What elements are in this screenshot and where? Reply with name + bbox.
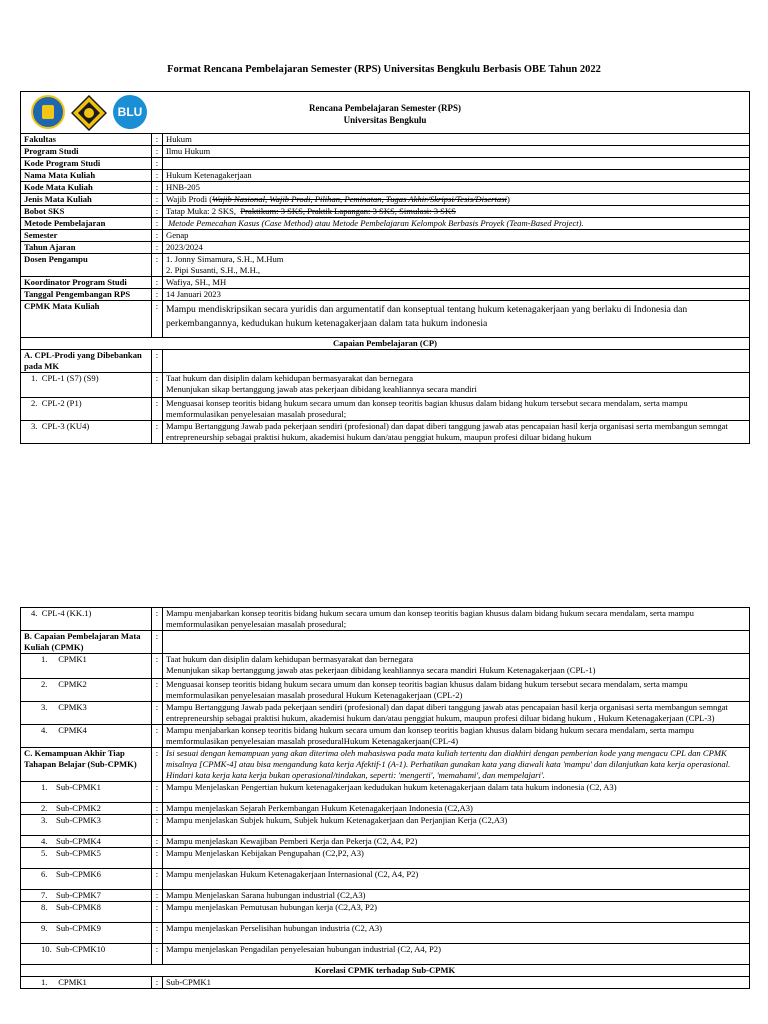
label-cpl-3: 3. CPL-3 (KU4): [21, 421, 152, 444]
colon: :: [152, 242, 163, 254]
row-tahun-ajaran: [21, 242, 750, 254]
row-program-studi: [21, 146, 750, 158]
row-cpl-prodi: [21, 350, 750, 373]
label-kode-mata-kuliah: Kode Mata Kuliah: [21, 182, 152, 194]
value-tanggal-pengembangan: 14 Januari 2023: [163, 289, 750, 301]
colon: :: [152, 146, 163, 158]
label-tahun-ajaran: Tahun Ajaran: [21, 242, 152, 254]
colon: :: [152, 218, 163, 230]
colon: :: [152, 923, 163, 944]
colon: :: [152, 631, 163, 654]
colon: :: [152, 194, 163, 206]
row-korelasi-1: [21, 977, 750, 989]
row-semester: [21, 230, 750, 242]
label-sub-cpmk-2: 2. Sub-CPMK2: [21, 803, 152, 815]
value-sub-cpmk-8: Mampu menjelaskan Pemutusan hubungan kerja (C2,A3, P2): [163, 902, 750, 923]
row-kode-program-studi: [21, 158, 750, 170]
value-sub-cpmk-7: Mampu Menjelaskan Sarana hubungan industrial (C2,A3): [163, 890, 750, 902]
row-sub-cpmk-heading: [21, 748, 750, 782]
jenis-value: Wajib Prodi (: [166, 194, 213, 204]
sub-cpmk-instruction: Isi sesuai dengan kemampuan yang akan diterima oleh mahasiswa pada mata kuliah tertentu dan diakhiri dengan pemberian kode yang mengacu CPL dan CPMK misalnya [CPMK-4] atau bisa mengandung kata kerja Afektif-1 (A-1). Perhatikan gunakan kata yang diawali kata 'mampu' dan dilanjutkan kata kerja operasional. Hindari kata kerja kata kerja bukan operasional/tindakan, seperti: 'mengerti', 'memahami', dan mempelajari'.: [163, 748, 750, 782]
label-sub-cpmk-1: 1. Sub-CPMK1: [21, 782, 152, 803]
row-cpl-1: [21, 373, 750, 398]
colon: :: [152, 230, 163, 242]
row-sub-cpmk-5: [21, 848, 750, 869]
value-semester: Genap: [163, 230, 750, 242]
label-korelasi-cpmk-1: 1. CPMK1: [21, 977, 152, 989]
label-jenis-mata-kuliah: Jenis Mata Kuliah: [21, 194, 152, 206]
value-cpl-2: Menguasai konsep teoritis bidang hukum secara umum dan konsep teoritis bagian khusus dalam bidang hukum tersebut secara mendalam, serta mampu memformulasikan penyelesaian masalah prosedural;: [163, 398, 750, 421]
value-cpmk-mata-kuliah: Mampu mendiskripsikan secara yuridis dan argumentatif dan konseptual tentang hukum ketenagakerjaan yang berlaku di Indonesia dan perkembangannya, kedudukan hukum ketenagakerjaan dalam tata hukum indonesia: [163, 301, 750, 338]
row-cpl-4: [21, 608, 750, 631]
row-sub-cpmk-7: [21, 890, 750, 902]
value-dosen-pengampu: [163, 254, 750, 277]
label-dosen-pengampu: Dosen Pengampu: [21, 254, 152, 277]
value-cpmk-2: Menguasai konsep teoritis bidang hukum secara umum dan konsep teoritis bagian khusus dalam bidang hukum tersebut secara mendalam, serta mampu memformulasikan penyelesaian masalah prosedural Hukum Ketenagakerjaan (CPL-2): [163, 679, 750, 702]
row-sub-cpmk-8: [21, 902, 750, 923]
row-sub-cpmk-10: [21, 944, 750, 965]
value-sub-cpmk-4: Mampu menjelaskan Kewajiban Pemberi Kerja dan Pekerja (C2, A4, P2): [163, 836, 750, 848]
colon: :: [152, 134, 163, 146]
row-cpmk-2: [21, 679, 750, 702]
colon: :: [152, 815, 163, 836]
colon: :: [152, 944, 163, 965]
row-nama-mata-kuliah: [21, 170, 750, 182]
value-sub-cpmk-2: Mampu menjelaskan Sejarah Perkembangan Hukum Ketenagakerjaan Indonesia (C2,A3): [163, 803, 750, 815]
bobot-value: Tatap Muka: 2 SKS,: [166, 206, 241, 216]
label-cpl-1: 1. CPL-1 (S7) (S9): [21, 373, 152, 398]
rps-table-page-1: [20, 91, 750, 444]
label-cpmk-3: 3. CPMK3: [21, 702, 152, 725]
value-kode-mata-kuliah: HNB-205: [163, 182, 750, 194]
value-nama-mata-kuliah: Hukum Ketenagakerjaan: [163, 170, 750, 182]
value-metode-pembelajaran: Metode Pemecahan Kasus (Case Method) atau Metode Pembelajaran Kelompok Berbasis Proyek (Team-Based Project).: [163, 218, 750, 230]
label-sub-cpmk-6: 6. Sub-CPMK6: [21, 869, 152, 890]
row-korelasi-section: [21, 965, 750, 977]
row-sub-cpmk-6: [21, 869, 750, 890]
colon: :: [152, 373, 163, 398]
row-cpmk-3: [21, 702, 750, 725]
label-metode-pembelajaran: Metode Pembelajaran: [21, 218, 152, 230]
value-sub-cpmk-5: Mampu Menjelaskan Kebijakan Pengupahan (C2,P2, A3): [163, 848, 750, 869]
value-cpmk-3: Mampu Bertanggung Jawab pada pekerjaan sendiri (profesional) dan dapat diberi tanggung jawab atas pencapaian hasil kerja organisasi serta membangun semngat entrepreneurship sebagai praktisi hukum, akademisi hukum dan/atau penggiat hukum, maupun profesi diluar bidang hukum , Hukum Ketenagakerjaan (CPL-3): [163, 702, 750, 725]
label-sub-cpmk: C. Kemampuan Akhir Tiap Tahapan Belajar (Sub-CPMK): [21, 748, 152, 782]
header-title-line-2: Universitas Bengkulu: [343, 115, 427, 125]
label-cpmk-2: 2. CPMK2: [21, 679, 152, 702]
value-korelasi-cpmk-1: Sub-CPMK1: [163, 977, 750, 989]
header-title-line-1: Rencana Pembelajaran Semester (RPS): [308, 103, 462, 113]
colon: :: [152, 782, 163, 803]
row-cp-section: [21, 338, 750, 350]
row-koordinator: [21, 277, 750, 289]
label-tanggal-pengembangan: Tanggal Pengembangan RPS: [21, 289, 152, 301]
label-cpl-prodi: A. CPL-Prodi yang Dibebankan pada MK: [21, 350, 152, 373]
value-cpl-1: [163, 373, 750, 398]
row-fakultas: [21, 134, 750, 146]
row-sub-cpmk-2: [21, 803, 750, 815]
row-bobot-sks: [21, 206, 750, 218]
row-tanggal-pengembangan: [21, 289, 750, 301]
label-semester: Semester: [21, 230, 152, 242]
cpmk-1-line-1: Taat hukum dan disiplin dalam kehidupan bermasyarakat dan bernegara: [166, 654, 414, 664]
cpl-1-line-1: Taat hukum dan disiplin dalam kehidupan bermasyarakat dan bernegara: [166, 373, 414, 383]
row-jenis-mata-kuliah: [21, 194, 750, 206]
label-cpmk-4: 4. CPMK4: [21, 725, 152, 748]
section-capaian-pembelajaran: Capaian Pembelajaran (CP): [21, 338, 750, 350]
label-sub-cpmk-10: 10. Sub-CPMK10: [21, 944, 152, 965]
value-cpl-3: Mampu Bertanggung Jawab pada pekerjaan sendiri (profesional) dan dapat diberi tanggung jawab atas pencapaian hasil kerja organisasi serta membangun semngat entrepreneurship sebagai praktisi hukum, akademisi hukum dan/atau penggiat hukum, maupun profesi diluar bidang hukum: [163, 421, 750, 444]
row-sub-cpmk-1: [21, 782, 750, 803]
jenis-close: ): [506, 194, 510, 204]
dosen-1: 1. Jonny Simamura, S.H., M.Hum: [166, 254, 284, 264]
header-cell: [21, 92, 750, 134]
header-title: [21, 102, 749, 126]
row-kode-mata-kuliah: [21, 182, 750, 194]
value-cpmk: [163, 631, 750, 654]
label-fakultas: Fakultas: [21, 134, 152, 146]
row-cpmk-4: [21, 725, 750, 748]
colon: :: [152, 977, 163, 989]
colon: :: [152, 848, 163, 869]
label-nama-mata-kuliah: Nama Mata Kuliah: [21, 170, 152, 182]
colon: :: [152, 289, 163, 301]
row-metode-pembelajaran: [21, 218, 750, 230]
label-cpl-4: 4. CPL-4 (KK.1): [21, 608, 152, 631]
label-cpmk: B. Capaian Pembelajaran Mata Kuliah (CPMK): [21, 631, 152, 654]
colon: :: [152, 836, 163, 848]
label-kode-program-studi: Kode Program Studi: [21, 158, 152, 170]
row-cpmk-1: [21, 654, 750, 679]
value-sub-cpmk-10: Mampu menjelaskan Pengadilan penyelesaian hubungan industrial (C2, A4, P2): [163, 944, 750, 965]
colon: :: [152, 277, 163, 289]
label-program-studi: Program Studi: [21, 146, 152, 158]
row-cpmk-mata-kuliah: [21, 301, 750, 338]
colon: :: [152, 350, 163, 373]
value-koordinator: Wafiya, SH., MH: [163, 277, 750, 289]
value-jenis-mata-kuliah: [163, 194, 750, 206]
value-cpl-4: Mampu menjabarkan konsep teoritis bidang hukum secara umum dan konsep teoritis bagian khusus dalam bidang hukum secara mendalam, serta mampu memformulasikan penyelesaian masalah prosedural;: [163, 608, 750, 631]
section-korelasi: Korelasi CPMK terhadap Sub-CPMK: [21, 965, 750, 977]
value-sub-cpmk-3: Mampu menjelaskan Subjek hukum, Subjek hukum Ketenagakerjaan dan Perjanjian Kerja (C2,A3): [163, 815, 750, 836]
colon: :: [152, 206, 163, 218]
colon: :: [152, 398, 163, 421]
dosen-2: 2. Pipi Susanti, S.H., M.H.,: [166, 265, 261, 275]
colon: :: [152, 803, 163, 815]
label-sub-cpmk-5: 5. Sub-CPMK5: [21, 848, 152, 869]
value-fakultas: Hukum: [163, 134, 750, 146]
value-cpl-prodi: [163, 350, 750, 373]
colon: :: [152, 158, 163, 170]
colon: :: [152, 301, 163, 338]
colon: :: [152, 182, 163, 194]
colon: :: [152, 890, 163, 902]
bobot-struck-options: Praktikum: 3 SKS, Praktik Lapangan: 3 SKS, Simulasi: 3 SKS: [240, 206, 456, 216]
colon: :: [152, 702, 163, 725]
header-row: [21, 92, 750, 134]
value-sub-cpmk-6: Mampu menjelaskan Hukum Ketenagakerjaan Internasional (C2, A4, P2): [163, 869, 750, 890]
label-sub-cpmk-7: 7. Sub-CPMK7: [21, 890, 152, 902]
row-sub-cpmk-3: [21, 815, 750, 836]
document-title: Format Rencana Pembelajaran Semester (RPS) Universitas Bengkulu Berbasis OBE Tahun 2022: [167, 64, 601, 75]
colon: :: [152, 869, 163, 890]
colon: :: [152, 679, 163, 702]
label-cpmk-1: 1. CPMK1: [21, 654, 152, 679]
colon: :: [152, 421, 163, 444]
blu-logo: BLU: [113, 95, 147, 129]
row-cpl-2: [21, 398, 750, 421]
label-sub-cpmk-9: 9. Sub-CPMK9: [21, 923, 152, 944]
rps-table-page-2: [20, 607, 750, 989]
label-sub-cpmk-4: 4. Sub-CPMK4: [21, 836, 152, 848]
value-program-studi: Ilmu Hukum: [163, 146, 750, 158]
colon: :: [152, 654, 163, 679]
row-sub-cpmk-4: [21, 836, 750, 848]
colon: :: [152, 748, 163, 782]
colon: :: [152, 170, 163, 182]
label-sub-cpmk-8: 8. Sub-CPMK8: [21, 902, 152, 923]
label-sub-cpmk-3: 3. Sub-CPMK3: [21, 815, 152, 836]
label-cpl-2: 2. CPL-2 (P1): [21, 398, 152, 421]
label-koordinator: Koordinator Program Studi: [21, 277, 152, 289]
cpmk-1-line-2: Menunjukan sikap bertanggung jawab atas pekerjaan dibidang keahliannya secara mandiri Hukum Ketenagakerjaan (CPL-1): [166, 665, 596, 675]
row-cpmk-heading: [21, 631, 750, 654]
cpl-1-line-2: Menunjukan sikap bertanggung jawab atas pekerjaan dibidang keahliannya secara mandiri: [166, 384, 477, 394]
value-tahun-ajaran: 2023/2024: [163, 242, 750, 254]
row-sub-cpmk-9: [21, 923, 750, 944]
value-cpmk-1: [163, 654, 750, 679]
colon: :: [152, 725, 163, 748]
value-sub-cpmk-1: Mampu Menjelaskan Pengertian hukum ketenagakerjaan kedudukan hukum ketenagakerjaan dalam tata hukum indonesia (C2, A3): [163, 782, 750, 803]
value-sub-cpmk-9: Mampu menjelaskan Perselisihan hubungan industria (C2, A3): [163, 923, 750, 944]
value-cpmk-4: Mampu menjabarkan konsep teoritis bidang hukum secara umum dan konsep teoritis bagian khusus dalam bidang hukum secara mendalam, serta mampu memformulasikan penyelesaian masalah proseduralHukum Ketenagakerjaan(CPL-4): [163, 725, 750, 748]
row-cpl-3: [21, 421, 750, 444]
value-bobot-sks: [163, 206, 750, 218]
jenis-struck-options: Wajib Nasional, Wajib Prodi, Pilihan, Peminatan, Tugas Akhir/Skripsi/Tesis/Disertasi: [212, 194, 507, 204]
value-kode-program-studi: [163, 158, 750, 170]
colon: :: [152, 254, 163, 277]
colon: :: [152, 608, 163, 631]
label-cpmk-mata-kuliah: CPMK Mata Kuliah: [21, 301, 152, 338]
colon: :: [152, 902, 163, 923]
row-dosen-pengampu: [21, 254, 750, 277]
label-bobot-sks: Bobot SKS: [21, 206, 152, 218]
